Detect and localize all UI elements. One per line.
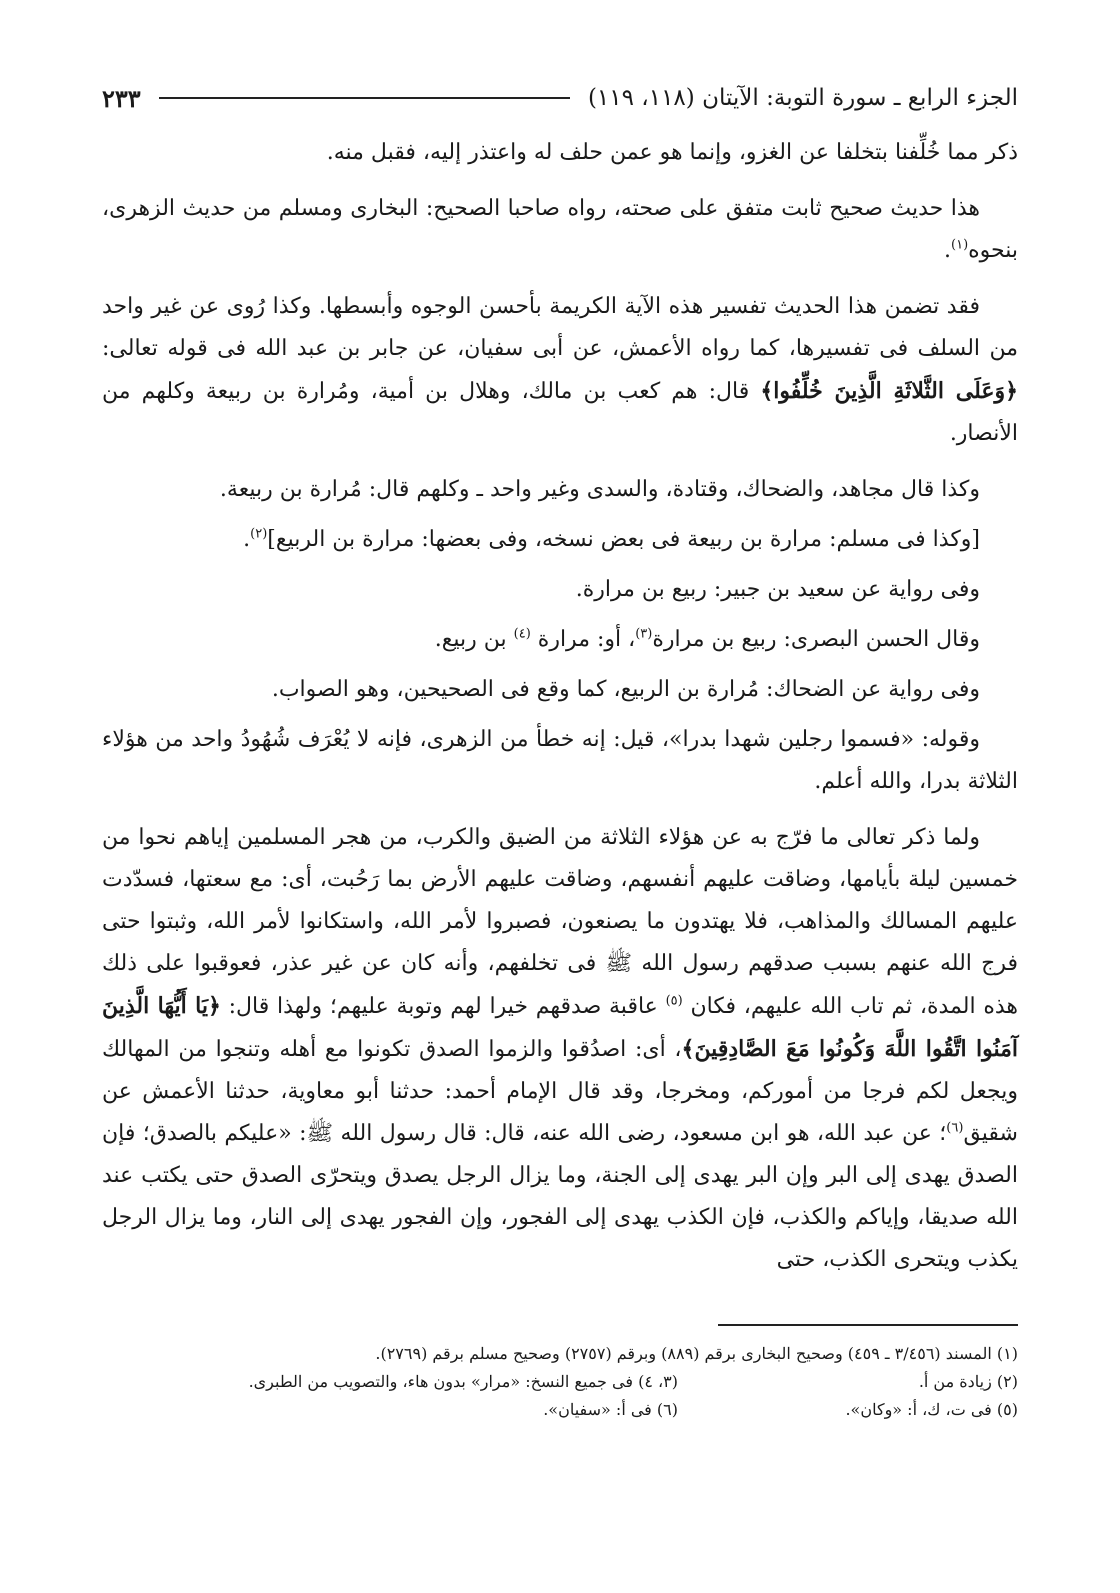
paragraph-text: وقوله: «فسموا رجلين شهدا بدرا»، قيل: إنه خطأ من الزهرى، فإنه لا يُعْرَف شُهُودُ واحد من هؤلاء الثلاثة بدرا، والله أعلم.	[102, 727, 1018, 794]
footnote-row	[102, 1368, 1018, 1396]
paragraph-1	[102, 132, 1018, 174]
quran-quote: ﴿وَعَلَى الثَّلاثَةِ الَّذِينَ خُلِّفُوا﴾	[760, 378, 1018, 404]
footnotes	[102, 1340, 1018, 1424]
footnote-ref[interactable]: (٤)	[513, 626, 531, 642]
paragraph-text: هذا حديث صحيح ثابت متفق على صحته، رواه صاحبا الصحيح: البخارى ومسلم من حديث الزهرى، بنحوه	[102, 196, 1018, 263]
paragraph-text: .	[944, 238, 951, 263]
paragraph-text: ، أى: اصدُقوا والزموا الصدق تكونوا مع أهله وتنجوا من المهالك ويجعل لكم فرجا من أموركم، ومخرجا، وقد قال الإمام أحمد: حدثنا أبو معاوية، حدثنا الأعمش عن شقيق	[102, 1037, 1018, 1146]
footnote-ref[interactable]: (١)	[951, 237, 969, 253]
paragraph-text: فقد تضمن هذا الحديث تفسير هذه الآية الكريمة بأحسن الوجوه وأبسطها. وكذا رُوى عن غير واحد من السلف فى تفسيرها، كما رواه الأعمش، عن أبى سفيان، عن جابر بن عبد الله فى قوله تعالى:	[102, 294, 1018, 361]
header-title: الجزء الرابع ـ سورة التوبة: الآيتان (١١٨، ١١٩)	[587, 85, 1018, 111]
running-header	[102, 70, 1018, 126]
footnote-2: (٢) زيادة من أ.	[918, 1372, 1018, 1391]
paragraph-text: عاقبة صدقهم خيرا لهم وتوبة عليهم؛ ولهذا قال:	[228, 994, 658, 1019]
main-text	[102, 132, 1018, 1289]
paragraph-text: وكذا قال مجاهد، والضحاك، وقتادة، والسدى وغير واحد ـ وكلهم قال: مُرارة بن ربيعة.	[219, 477, 980, 502]
paragraph-text: ولما ذكر تعالى ما فرّج به عن هؤلاء الثلاثة من الضيق والكرب، من هجر المسلمين إياهم نحوا من خمسين ليلة بأيامها، وضاقت عليهم أنفسهم، وضاقت عليهم الأرض بما رَحُبت، أى: مع سعتها، فسدّدت عليهم المسالك والمذاهب، فلا يهتدون ما يصنعون، فصبروا لأمر الله، واستكانوا لأمر الله، وثبتوا حتى فرج الله عنهم بسبب صدقهم رسول الله ﷺ فى تخلفهم، وأنه كان عن غير عذر، فعوقبوا على ذلك هذه المدة، ثم تاب الله عليهم، فكان	[102, 825, 1019, 1019]
footnote-6: (٦) فى أ: «سفيان».	[543, 1400, 678, 1419]
footnote-row	[102, 1340, 1018, 1368]
header-rule	[159, 97, 570, 99]
paragraph-3	[102, 286, 1018, 455]
paragraph-text: .	[243, 527, 251, 552]
footnote-ref[interactable]: (٦)	[946, 1120, 964, 1136]
paragraph-text: وقال الحسن البصرى: ربيع بن مرارة	[652, 627, 980, 652]
paragraph-text: قال: هم كعب بن مالك، وهلال بن أمية، ومُرارة بن ربيعة وكلهم من الأنصار.	[102, 379, 1018, 446]
paragraph-8	[102, 669, 1018, 711]
paragraph-text: ؛ عن عبد الله، هو ابن مسعود، رضى الله عنه، قال: قال رسول الله ﷺ: «عليكم بالصدق؛ فإن الصدق يهدى إلى البر وإن البر يهدى إلى الجنة، وما يزال الرجل يصدق ويتحرّى الصدق حتى يكتب عند الله صديقا، وإياكم والكذب، فإن الكذب يهدى إلى الفجور، وإن الفجور يهدى إلى النار، وما يزال الرجل يكذب ويتحرى الكذب، حتى	[102, 1121, 1018, 1272]
footnote-ref[interactable]: (٢)	[250, 526, 268, 542]
paragraph-7	[102, 619, 1018, 661]
footnote-row	[102, 1396, 1018, 1424]
footnote-1: (١) المسند (٣/٤٥٦ ـ ٤٥٩) وصحيح البخارى برقم (٨٨٩) وبرقم (٢٧٥٧) وصحيح مسلم برقم (٢٧٦٩).	[375, 1344, 1018, 1363]
footnote-5: (٥) فى ت، ك، أ: «وكان».	[845, 1400, 1018, 1419]
paragraph-text: بن ربيع.	[434, 627, 507, 652]
paragraph-4	[102, 469, 1018, 511]
footnote-3-4: (٣، ٤) فى جميع النسخ: «مرار» بدون هاء، والتصويب من الطبرى.	[248, 1372, 678, 1391]
footnote-ref[interactable]: (٣)	[635, 626, 653, 642]
paragraph-text: وفى رواية عن الضحاك: مُرارة بن الربيع، كما وقع فى الصحيحين، وهو الصواب.	[271, 677, 980, 702]
paragraph-5	[102, 519, 1018, 561]
paragraph-text: وفى رواية عن سعيد بن جبير: ربيع بن مرارة.	[575, 577, 980, 602]
paragraph-text: ذكر مما خُلِّفنا بتخلفا عن الغزو، وإنما هو عمن حلف له واعتذر إليه، فقبل منه.	[326, 140, 1018, 165]
paragraph-text: [وكذا فى مسلم: مرارة بن ربيعة فى بعض نسخه، وفى بعضها: مرارة بن الربيع]	[267, 527, 980, 552]
paragraph-2	[102, 188, 1018, 272]
page	[102, 70, 1018, 1530]
paragraph-9	[102, 719, 1018, 803]
paragraph-10	[102, 817, 1018, 1281]
quran-quote: ﴿يَا أَيُّهَا الَّذِينَ آمَنُوا اتَّقُوا اللَّهَ وَكُونُوا مَعَ الصَّادِقِينَ﴾	[102, 993, 1019, 1062]
paragraph-6	[102, 569, 1018, 611]
footnote-ref[interactable]: (٥)	[665, 993, 683, 1009]
page-number: ٢٣٣	[102, 83, 141, 113]
paragraph-text: ، أو: مرارة	[537, 627, 636, 652]
footnote-separator	[718, 1324, 1018, 1326]
